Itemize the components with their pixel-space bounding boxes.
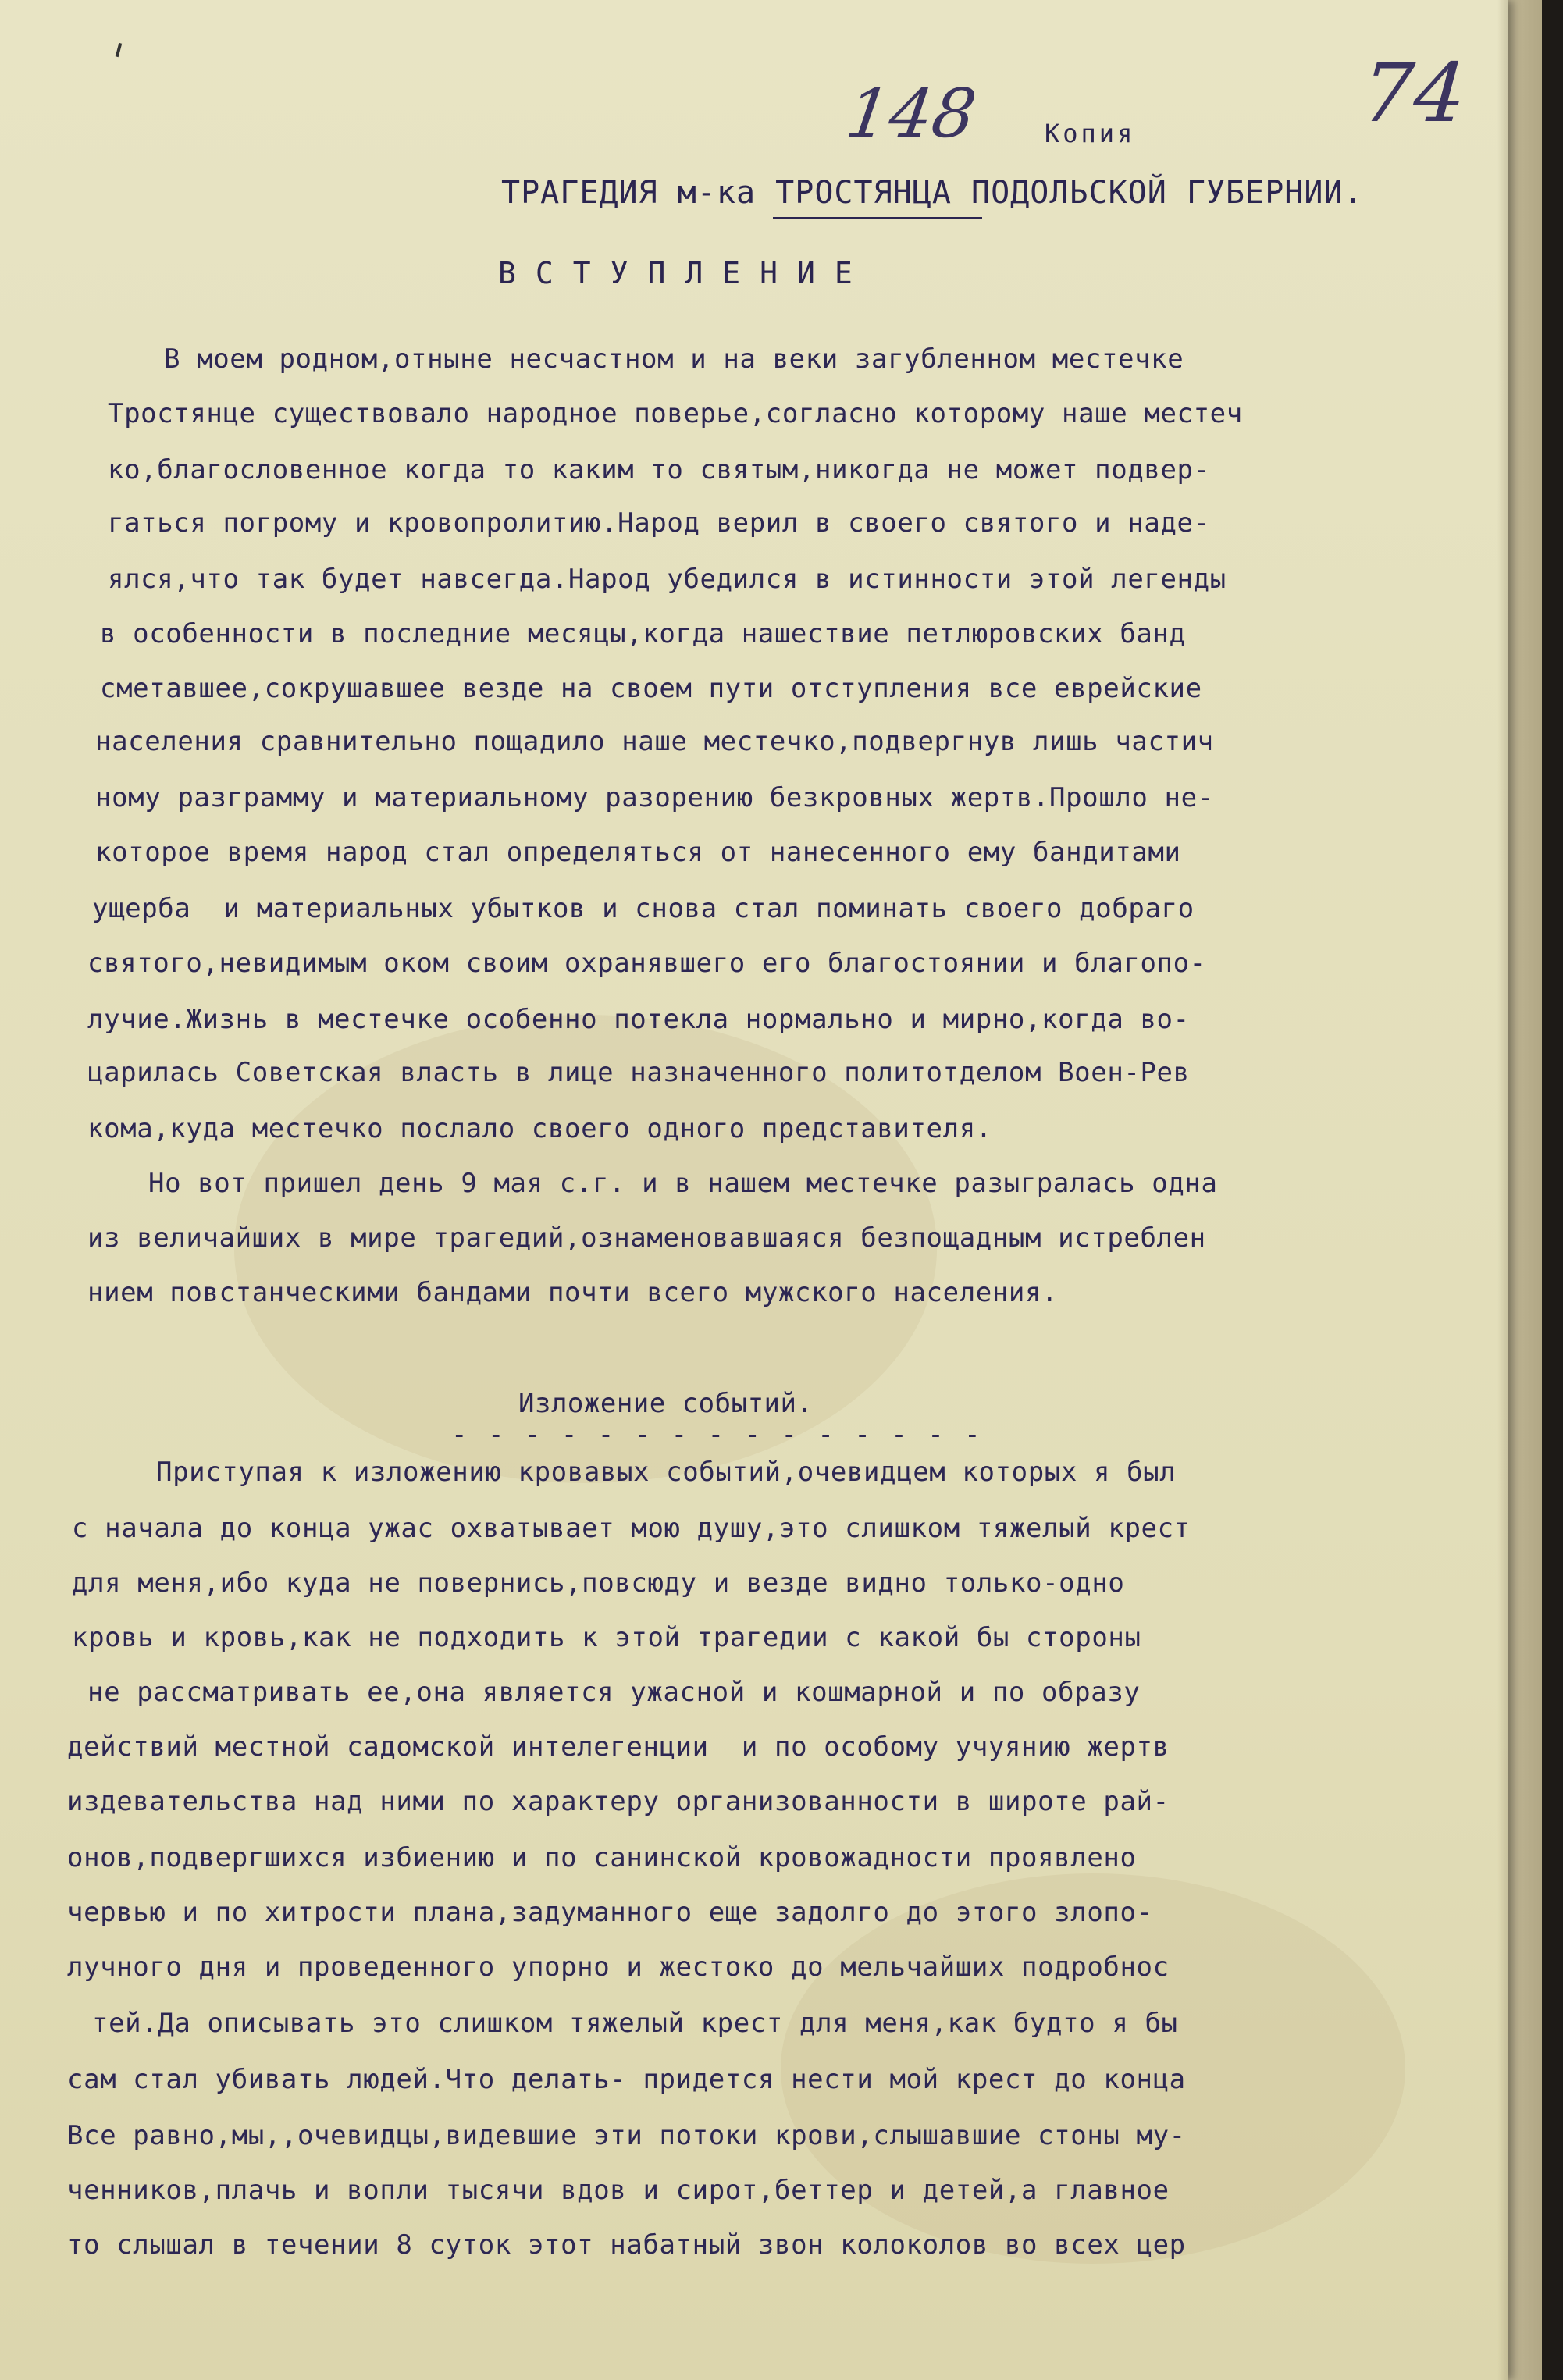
- text-line: царилась Советская власть в лице назначенного политотделом Воен-Рев: [87, 1057, 1190, 1088]
- events-heading-dashes: - - - - - - - - - - - - - - -: [451, 1419, 983, 1450]
- title-town: ТРОСТЯНЦА: [775, 175, 952, 211]
- text-line: с начала до конца ужас охватывает мою душу,это слишком тяжелый крест: [72, 1513, 1191, 1544]
- events-heading: Изложение событий.: [518, 1388, 814, 1419]
- text-line: червью и по хитрости плана,задуманного еще задолго до этого злопо-: [67, 1897, 1153, 1928]
- text-line: ченников,плачь и вопли тысячи вдов и сирот,беттер и детей,а главное: [67, 2175, 1170, 2206]
- text-line: действий местной садомской интелегенции и по особому учуянию жертв: [67, 1731, 1170, 1763]
- text-line: кровь и кровь,как не подходить к этой трагедии с какой бы стороны: [72, 1622, 1141, 1653]
- text-line: сметавшее,сокрушавшее везде на своем пути отступления все еврейские: [100, 673, 1202, 704]
- text-line: Все равно,мы,,очевидцы,видевшие эти потоки крови,слышавшие стоны му-: [67, 2120, 1186, 2151]
- text-line: тей.Да описывать это слишком тяжелый крест для меня,как будто я бы: [92, 2008, 1178, 2039]
- text-line: ущерба и материальных убытков и снова стал поминать своего добраго: [92, 893, 1195, 924]
- text-line: гаться погрому и кровопролитию.Народ верил в своего святого и наде-: [108, 507, 1210, 539]
- text-line: лучие.Жизнь в местечке особенно потекла нормально и мирно,когда во-: [87, 1004, 1190, 1035]
- text-line: нием повстанческими бандами почти всего мужского населения.: [87, 1277, 1059, 1308]
- text-line: ко,благословенное когда то каким то святым,никогда не может подвер-: [108, 454, 1210, 486]
- text-line: ному разграмму и материальному разорению безкровных жертв.Прошло не-: [95, 782, 1214, 813]
- text-line: из величайших в мире трагедий,ознаменовавшаяся безпощадным истреблен: [87, 1222, 1206, 1254]
- text-line: Но вот пришел день 9 мая с.г. и в нашем местечке разыгралась одна: [148, 1168, 1218, 1199]
- sheet-edge-shadow: [1542, 0, 1563, 2380]
- intro-heading: ВСТУПЛЕНИЕ: [498, 256, 872, 290]
- text-line: кома,куда местечко послало своего одного представителя.: [87, 1113, 992, 1144]
- text-line: святого,невидимым оком своим охранявшего его благостоянии и благопо-: [87, 948, 1206, 979]
- text-line: сам стал убивать людей.Что делать- придется нести мой крест до конца: [67, 2064, 1186, 2095]
- copy-label: Копия: [1045, 119, 1136, 148]
- archive-number: 148: [841, 75, 981, 153]
- text-line: то слышал в течении 8 суток этот набатный звон колоколов во всех цер: [67, 2229, 1186, 2261]
- text-line: ялся,что так будет навсегда.Народ убедился в истинности этой легенды: [108, 564, 1227, 595]
- folio-number: 74: [1358, 45, 1469, 141]
- text-line: которое время народ стал определяться от нанесенного ему бандитами: [95, 837, 1181, 868]
- text-line: не рассматривать ее,она является ужасной и кошмарной и по образу: [87, 1677, 1141, 1708]
- title-part: ТРАГЕДИЯ м-ка: [501, 175, 776, 211]
- text-line: издевательства над ними по характеру организованности в широте рай-: [67, 1786, 1170, 1817]
- text-line: в особенности в последние месяцы,когда нашествие петлюровских банд: [100, 618, 1186, 649]
- text-line: лучного дня и проведенного упорно и жестоко до мельчайших подробнос: [67, 1951, 1170, 1983]
- text-line: населения сравнительно пощадило наше местечко,подвергнув лишь частич: [95, 726, 1214, 757]
- text-line: онов,подвергшихся избиению и по санинской кровожадности проявлено: [67, 1842, 1137, 1873]
- text-line: Тростянце существовало народное поверье,согласно которому наше местеч: [108, 398, 1243, 429]
- text-line: Приступая к изложению кровавых событий,очевидцем которых я был: [156, 1457, 1177, 1488]
- title-part: ПОДОЛЬСКОЙ ГУБЕРНИИ.: [951, 175, 1363, 211]
- text-line: для меня,ибо куда не повернись,повсюду и везде видно только-одно: [72, 1567, 1125, 1599]
- text-line: В моем родном,отныне несчастном и на веки загубленном местечке: [164, 343, 1184, 375]
